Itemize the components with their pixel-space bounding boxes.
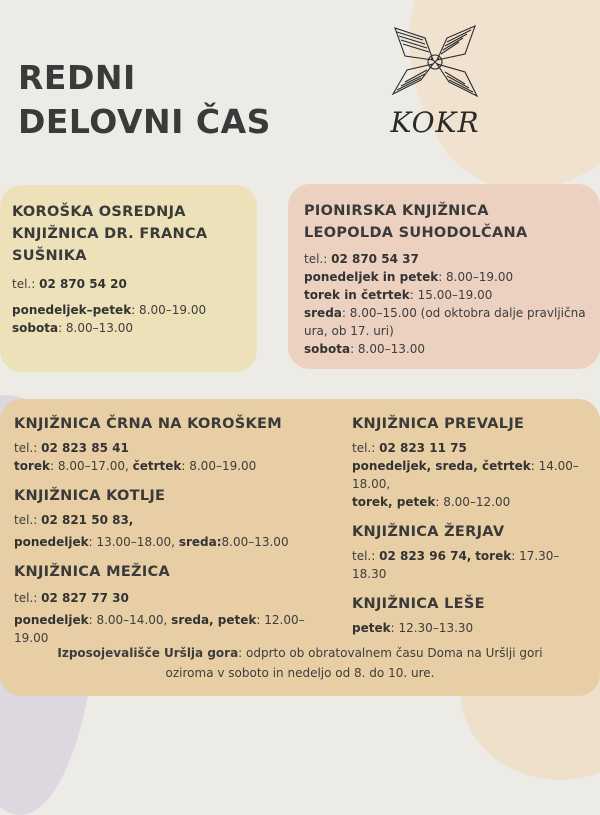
phone-line: [12, 275, 245, 293]
days-label: ponedeljek: [14, 535, 89, 549]
days-label: torek: [14, 459, 51, 473]
library-name: KNJIŽNICA ČRNA NA KOROŠKEM: [14, 416, 282, 432]
page-title: [18, 56, 271, 144]
hours-value: 15.00–19.00: [417, 288, 493, 302]
hours-line: ponedeljek: 8.00–14.00, sreda, petek: 12.00–19.00: [14, 613, 305, 645]
days-label: sobota: [304, 342, 351, 356]
library-name-line-2: KNJIŽNICA DR. FRANCA: [12, 226, 208, 242]
hours-value: 8.00–17.00,: [57, 459, 129, 473]
footer-note-text-1: : odprto ob obratovalnem času Doma na Uršlji gori: [238, 646, 543, 660]
library-name-line-3: SUŠNIKA: [12, 248, 87, 264]
library-name: [12, 201, 245, 267]
hours-line: ponedeljek in petek: 8.00–19.00: [304, 270, 514, 284]
hours-value: 8.00–13.00: [65, 321, 133, 335]
days-label: sobota: [12, 321, 59, 335]
hours-line: petek: 12.30–13.30: [352, 621, 474, 635]
branches-left-column: [14, 413, 334, 647]
footer-note-bold: Izposojevališče Uršlja gora: [57, 646, 239, 660]
footer-note-text-2: oziroma v soboto in nedeljo od 8. do 10. ure.: [165, 666, 435, 680]
tel-label: tel.:: [14, 441, 38, 455]
days-label: torek, petek: [352, 495, 436, 509]
phone-line: [304, 250, 588, 268]
days-label: četrtek: [132, 459, 182, 473]
hours-line: sreda: 8.00–15.00 (od oktobra dalje pravljična ura, ob 17. uri): [304, 306, 586, 338]
hours-value: 12.30–13.30: [398, 621, 474, 635]
hours-line-saturday: sobota: 8.00–13.00: [12, 321, 133, 335]
phone-number[interactable]: 02 823 11 75: [379, 441, 467, 455]
days-label: sreda:: [178, 535, 222, 549]
hours-value: 13.00–18.00,: [96, 535, 175, 549]
phone-number[interactable]: 02 823 96 74,: [379, 549, 472, 563]
days-label: petek: [352, 621, 391, 635]
title-line-2: DELOVNI ČAS: [18, 102, 271, 141]
library-name: [304, 200, 588, 244]
title-line-1: REDNI: [18, 58, 136, 97]
phone-and-hours-line: tel.: 02 823 96 74, torek: 17.30–18.30: [352, 549, 560, 581]
days-label: sreda, petek: [171, 613, 257, 627]
library-name-line-1: PIONIRSKA KNJIŽNICA: [304, 203, 489, 219]
library-name: KNJIŽNICA KOTLJE: [14, 488, 166, 504]
hours-line: ponedeljek, sreda, četrtek: 14.00–18.00,: [352, 459, 579, 491]
phone-line: [352, 439, 592, 457]
hours-line: sobota: 8.00–13.00: [304, 342, 425, 356]
hours-line: torek in četrtek: 15.00–19.00: [304, 288, 493, 302]
days-label: torek in četrtek: [304, 288, 410, 302]
hours-line: ponedeljek: 13.00–18.00, sreda:8.00–13.00: [14, 535, 289, 549]
branch-zerjav: [352, 521, 592, 583]
branch-prevalje: [352, 413, 592, 511]
card-branch-libraries: [0, 399, 600, 696]
library-name: KNJIŽNICA PREVALJE: [352, 416, 525, 432]
hours-value: 8.00–19.00: [446, 270, 514, 284]
hours-value: 8.00–12.00: [443, 495, 511, 509]
library-name-line-2: LEOPOLDA SUHODOLČANA: [304, 225, 528, 241]
hours-line-weekdays: ponedeljek–petek: 8.00–19.00: [12, 303, 207, 317]
phone-number[interactable]: 02 870 54 20: [39, 277, 127, 291]
phone-number[interactable]: 02 821 50 83,: [41, 513, 134, 527]
tel-label: tel.:: [304, 252, 328, 266]
tel-label: tel.:: [14, 513, 38, 527]
phone-line: [14, 511, 334, 529]
phone-line: [14, 439, 334, 457]
phone-number[interactable]: 02 870 54 37: [331, 252, 419, 266]
library-name-line-1: KOROŠKA OSREDNJA: [12, 204, 186, 220]
card-pionirska-knjiznica: [288, 184, 600, 369]
hours-value: 17.30–18.30: [352, 549, 560, 581]
phone-line: [14, 589, 334, 607]
hours-value: 8.00–19.00: [139, 303, 207, 317]
branch-lese: [352, 593, 592, 637]
days-label: ponedeljek in petek: [304, 270, 439, 284]
branch-kotlje: [14, 485, 334, 551]
branch-crna: [14, 413, 334, 475]
hours-value: 8.00–14.00,: [96, 613, 168, 627]
hours-value: 8.00–13.00: [357, 342, 425, 356]
hours-value: 14.00–18.00,: [352, 459, 579, 491]
footer-note: [30, 643, 570, 683]
phone-number[interactable]: 02 827 77 30: [41, 591, 129, 605]
tel-label: tel.:: [12, 277, 36, 291]
hours-value: 8.00–13.00: [221, 535, 289, 549]
hours-value: 8.00–15.00 (od oktobra dalje pravljična: [349, 306, 586, 320]
library-name: KNJIŽNICA MEŽICA: [14, 564, 171, 580]
days-label: ponedeljek–petek: [12, 303, 132, 317]
tel-label: tel.:: [352, 441, 376, 455]
library-name: KNJIŽNICA LEŠE: [352, 596, 485, 612]
phone-number[interactable]: 02 823 85 41: [41, 441, 129, 455]
hours-value: 8.00–19.00: [189, 459, 257, 473]
hours-line: torek, petek: 8.00–12.00: [352, 495, 511, 509]
hours-value-continued: ura, ob 17. uri): [304, 324, 394, 338]
library-name: KNJIŽNICA ŽERJAV: [352, 524, 505, 540]
days-label: torek: [475, 549, 512, 563]
card-koroska-osrednja: [0, 185, 257, 372]
days-label: ponedeljek, sreda, četrtek: [352, 459, 531, 473]
kokr-logo: [385, 18, 485, 158]
days-label: ponedeljek: [14, 613, 89, 627]
branches-right-column: [352, 413, 592, 637]
hours-line: torek: 8.00–17.00, četrtek: 8.00–19.00: [14, 459, 257, 473]
tel-label: tel.:: [352, 549, 376, 563]
hours-value: 12.00–19.00: [14, 613, 305, 645]
logo-wordmark: KOKR: [390, 106, 480, 139]
tel-label: tel.:: [14, 591, 38, 605]
book-knot-icon: [385, 18, 485, 108]
branch-mezica: [14, 561, 334, 647]
days-label: sreda: [304, 306, 342, 320]
